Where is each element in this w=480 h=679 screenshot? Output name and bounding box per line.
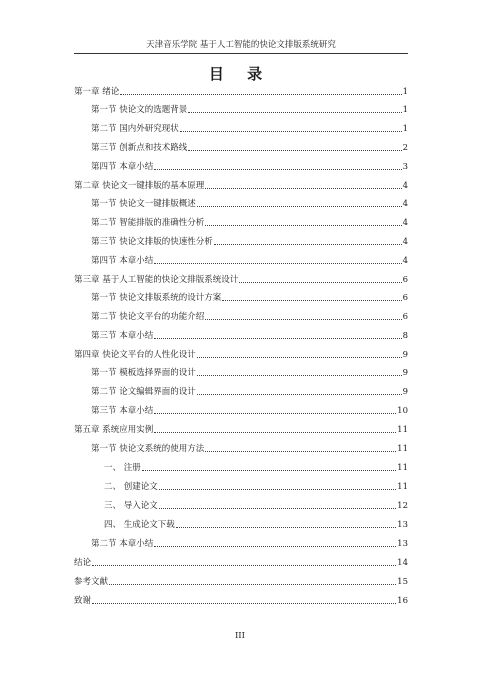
dot-leader [214,244,402,245]
toc-entry-label: 第三章 基于人工智能的快论文排版系统设计 [74,275,239,285]
toc-entry-label: 第二节 论文编辑界面的设计 [91,387,196,397]
dot-leader [205,319,401,320]
toc-entry[interactable] [104,519,408,531]
dot-leader [109,584,396,585]
toc-entry-label: 一、 注册 [104,463,141,473]
dot-leader [120,94,401,95]
running-header: 天津音乐学院 基于人工智能的快论文排版系统研究 [146,40,336,50]
toc-entry[interactable] [104,500,408,512]
toc-entry-page: 11 [397,444,408,454]
toc-entry-page: 11 [397,425,408,435]
toc-entry-label: 第三节 本章小结 [91,406,154,416]
toc-entry[interactable] [91,198,408,210]
toc-entry-label: 第三节 创新点和技术路线 [91,143,188,153]
toc-entry-label: 第一章 绪论 [74,87,120,97]
toc-entry-label: 第二节 本章小结 [91,539,154,549]
toc-entry-label: 第四节 本章小结 [91,256,154,266]
toc-entry-page: 9 [402,387,408,397]
dot-leader [154,263,401,264]
toc-entry-page: 15 [397,577,408,587]
toc-entry[interactable] [74,595,408,607]
dot-leader [159,489,396,490]
toc-entry-page: 13 [397,539,408,549]
toc-entry[interactable] [91,367,408,379]
toc-entry-page: 8 [402,331,408,341]
toc-entry[interactable] [74,576,408,588]
header-rule [74,53,408,54]
toc-entry-page: 11 [397,463,408,473]
toc-entry-page: 4 [402,256,408,266]
dot-leader [197,375,402,376]
toc-entry-label: 第二节 智能排版的准确性分析 [91,218,205,228]
toc-entry[interactable] [91,217,408,229]
toc-entry-label: 结论 [74,558,92,568]
toc-entry[interactable] [74,557,408,569]
toc-entry-label: 四、 生成论文下载 [104,520,175,530]
toc-entry-page: 13 [397,520,408,530]
toc-entry-page: 1 [402,124,408,134]
toc-entry[interactable] [91,330,408,342]
toc-entry-label: 第一节 快论文系统的使用方法 [91,444,205,454]
toc-entry-label: 致谢 [74,596,92,606]
toc-entry[interactable] [91,386,408,398]
toc-entry-page: 3 [402,162,408,172]
dot-leader [142,470,396,471]
dot-leader [205,225,401,226]
dot-leader [92,565,396,566]
dot-leader [197,394,402,395]
toc-entry-page: 1 [402,105,408,115]
toc-title: 目 录 [208,65,272,83]
toc-entry-page: 4 [402,181,408,191]
toc-entry-page: 12 [397,501,408,511]
toc-entry[interactable] [104,481,408,493]
toc-entry-label: 第一节 模板选择界面的设计 [91,368,196,378]
toc-entry-page: 16 [397,596,408,606]
toc-entry[interactable] [91,161,408,173]
toc-entry-label: 第五章 系统应用实例 [74,425,154,435]
toc-entry-label: 第一节 快论文的选题背景 [91,105,188,115]
toc-entry-label: 第二节 快论文平台的功能介绍 [91,312,205,322]
dot-leader [188,112,401,113]
toc-entry-page: 11 [397,482,408,492]
toc-entry-label: 第四节 本章小结 [91,162,154,172]
toc-entry-page: 6 [402,275,408,285]
toc-entry[interactable] [91,142,408,154]
toc-entry-page: 1 [402,87,408,97]
toc-entry-label: 第一节 快论文一键排版概述 [91,199,196,209]
dot-leader [154,432,396,433]
dot-leader [180,131,402,132]
toc-entry-page: 14 [397,558,408,568]
toc-entry[interactable] [91,236,408,248]
dot-leader [239,282,401,283]
toc-entry-page: 6 [402,312,408,322]
toc-entry[interactable] [91,443,408,455]
dot-leader [205,451,396,452]
dot-leader [159,508,396,509]
toc-entry-label: 第一节 快论文排版系统的设计方案 [91,293,222,303]
toc-entry-label: 第四章 快论文平台的人性化设计 [74,350,196,360]
dot-leader [154,169,401,170]
toc-entry-page: 2 [402,143,408,153]
toc-entry[interactable] [104,462,408,474]
toc-entry[interactable] [74,180,408,192]
toc-entry-label: 第二节 国内外研究现状 [91,124,179,134]
toc-entry-label: 第三节 本章小结 [91,331,154,341]
toc-entry-label: 二、 创建论文 [104,482,158,492]
toc-entry[interactable] [91,292,408,304]
dot-leader [154,338,401,339]
dot-leader [197,357,402,358]
dot-leader [197,206,402,207]
toc-entry[interactable] [74,349,408,361]
dot-leader [188,150,401,151]
toc-entry-page: 10 [397,406,408,416]
dot-leader [222,300,401,301]
toc-entry[interactable] [91,255,408,267]
toc-entry-page: 9 [402,368,408,378]
toc-entry-label: 第二章 快论文一键排版的基本原理 [74,181,205,191]
toc-entry-label: 三、 导入论文 [104,501,158,511]
toc-entry-page: 9 [402,350,408,360]
dot-leader [205,188,401,189]
toc-entry[interactable] [91,104,408,116]
page-number: III [234,631,246,641]
dot-leader [176,527,396,528]
toc-entry-page: 6 [402,293,408,303]
toc-entry-page: 4 [402,218,408,228]
dot-leader [154,413,396,414]
toc-entry[interactable] [74,424,408,436]
dot-leader [92,603,396,604]
toc-entry-label: 参考文献 [74,577,109,587]
toc-entry-label: 第三节 快论文排版的快速性分析 [91,237,213,247]
toc-entry-page: 4 [402,199,408,209]
toc-entry[interactable] [74,86,408,98]
toc-entry-page: 4 [402,237,408,247]
dot-leader [154,546,396,547]
toc-entry[interactable] [91,405,408,417]
toc-entry[interactable] [91,123,408,135]
toc-entry[interactable] [91,538,408,550]
toc-entry[interactable] [74,274,408,286]
toc-entry[interactable] [91,311,408,323]
